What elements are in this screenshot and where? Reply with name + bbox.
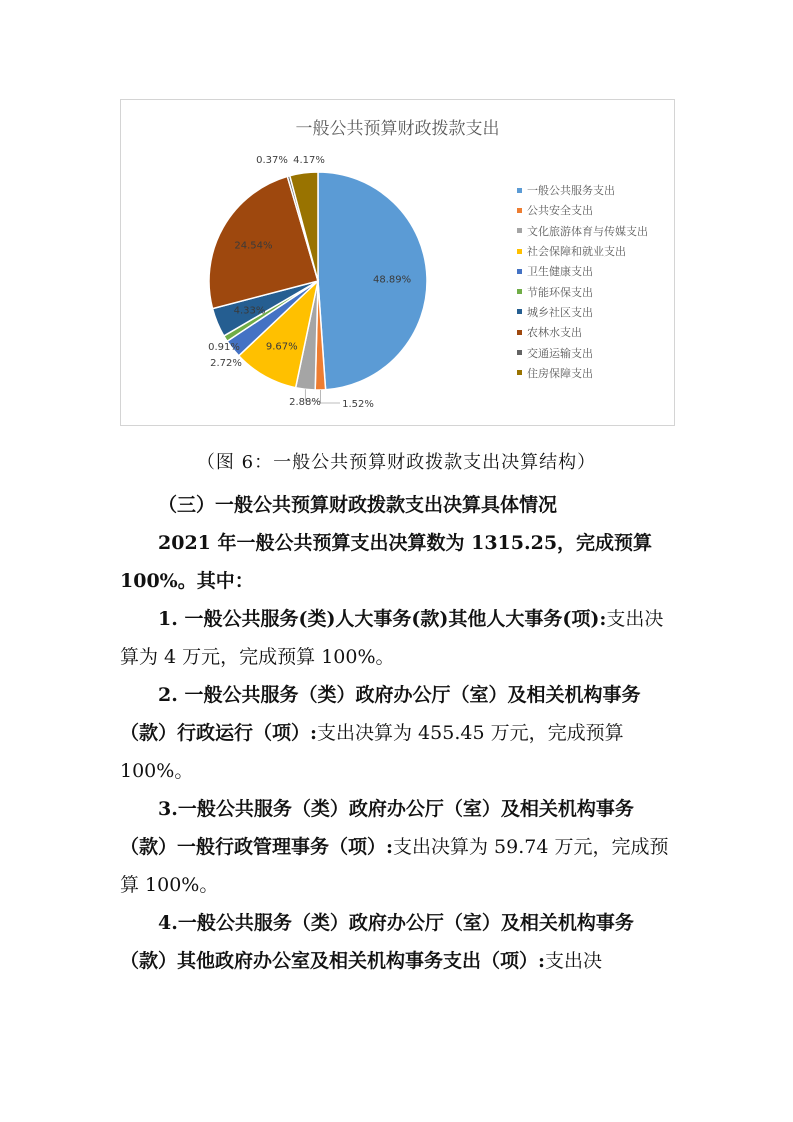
pie-label-7: 4.33% — [233, 305, 266, 317]
item-1-title: 1. 一般公共服务(类)人大事务(款)其他人大事务(项): — [158, 608, 607, 630]
legend-item-8 — [517, 322, 648, 342]
legend-swatch — [517, 350, 522, 355]
chart-legend — [517, 180, 648, 383]
legend-swatch — [517, 249, 522, 254]
item-2-text: 支出决算为 455.45 万元，完成预算 100%。 — [120, 722, 624, 782]
item-3 — [120, 790, 676, 904]
item-4 — [120, 904, 676, 980]
legend-swatch — [517, 289, 522, 294]
pie-label-2: 1.52% — [342, 399, 374, 410]
item-3-title: 3.一般公共服务（类）政府办公厅（室）及相关机构事务（款）一般行政管理事务（项）: — [120, 798, 634, 858]
legend-swatch — [517, 370, 522, 375]
legend-item-9 — [517, 342, 648, 362]
legend-swatch — [517, 228, 522, 233]
pie-chart-panel — [120, 99, 675, 426]
legend-item-1 — [517, 180, 648, 200]
section-heading: （三）一般公共预算财政拨款支出决算具体情况 — [158, 494, 558, 516]
legend-label: 社会保障和就业支出 — [527, 245, 626, 259]
legend-item-2 — [517, 200, 648, 220]
legend-label: 农林水支出 — [527, 326, 582, 340]
legend-item-5 — [517, 261, 648, 281]
legend-swatch — [517, 188, 522, 193]
item-2-title: 2. 一般公共服务（类）政府办公厅（室）及相关机构事务（款）行政运行（项）: — [120, 684, 641, 744]
item-4-text: 支出决 — [545, 950, 603, 972]
pie-label-4: 9.67% — [265, 341, 298, 353]
legend-item-7 — [517, 302, 648, 322]
legend-label: 节能环保支出 — [527, 285, 593, 299]
legend-item-3 — [517, 221, 648, 241]
legend-label: 一般公共服务支出 — [527, 184, 615, 198]
item-4-title: 4.一般公共服务（类）政府办公厅（室）及相关机构事务（款）其他政府办公室及相关机构事务支出（项）: — [120, 912, 634, 972]
pie-label-1: 48.89% — [373, 274, 412, 286]
legend-swatch — [517, 208, 522, 213]
item-3-text: 支出决算为 59.74 万元，完成预算 100%。 — [120, 836, 669, 896]
legend-swatch — [517, 309, 522, 314]
pie-label-8: 24.54% — [234, 240, 273, 252]
legend-item-4 — [517, 241, 648, 261]
legend-label: 住房保障支出 — [527, 366, 593, 380]
figure-caption: （图 6：一般公共预算财政拨款支出决算结构） — [196, 452, 597, 473]
summary-paragraph: 2021 年一般公共预算支出决算数为 1315.25，完成预算 100%。其中： — [120, 532, 653, 592]
item-1 — [120, 600, 676, 676]
legend-label: 公共安全支出 — [527, 204, 593, 218]
legend-label: 城乡社区支出 — [527, 305, 593, 319]
item-2 — [120, 676, 676, 790]
legend-swatch — [517, 330, 522, 335]
pie-label-6: 0.91% — [208, 342, 240, 353]
legend-swatch — [517, 269, 522, 274]
item-1-text: 支出决算为 4 万元，完成预算 100%。 — [120, 608, 664, 668]
chart-title: 一般公共预算财政拨款支出 — [295, 119, 500, 139]
pie-label-9: 0.37% — [256, 155, 288, 166]
pie-label-3: 2.88% — [289, 397, 321, 408]
legend-label: 文化旅游体育与传媒支出 — [527, 224, 648, 238]
legend-label: 卫生健康支出 — [527, 265, 593, 279]
legend-item-6 — [517, 281, 648, 301]
legend-label: 交通运输支出 — [527, 346, 593, 360]
pie-label-5: 2.72% — [210, 358, 242, 369]
legend-item-10 — [517, 363, 648, 383]
leader-line-2 — [320, 390, 340, 403]
pie-label-10: 4.17% — [293, 155, 325, 166]
